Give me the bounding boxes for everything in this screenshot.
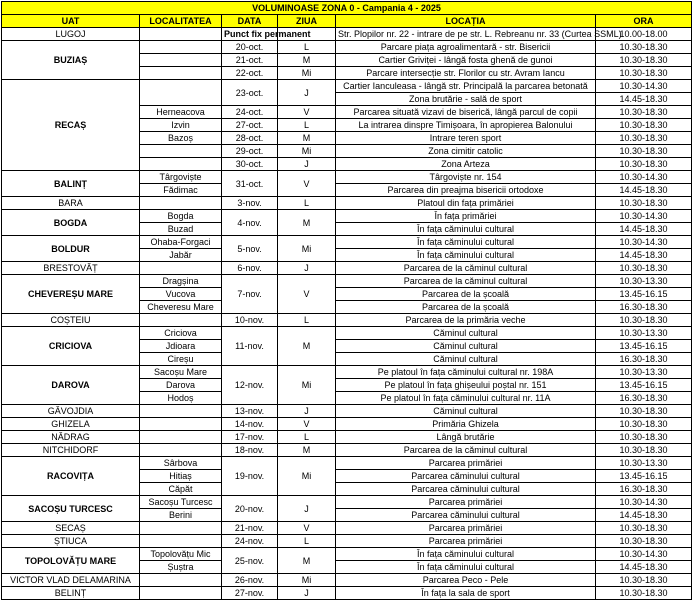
day-cell: V: [278, 522, 336, 535]
localitate-cell: Criciova: [140, 327, 222, 340]
date-cell: 29-oct.: [222, 145, 278, 158]
day-cell: M: [278, 210, 336, 236]
localitate-cell: [140, 418, 222, 431]
location-cell: Parcarea de la primăria veche: [336, 314, 596, 327]
uat-cell: ȘTIUCA: [2, 535, 140, 548]
day-cell: V: [278, 275, 336, 314]
localitate-cell: [140, 54, 222, 67]
time-cell: 10.30-13.30: [596, 366, 692, 379]
location-cell: Parcarea situată vizavi de biserică, lângă parcul de copii: [336, 106, 596, 119]
location-cell: Pe platoul în fața ghișeului poștal nr. 151: [336, 379, 596, 392]
day-cell: J: [278, 80, 336, 106]
time-cell: 13.45-16.15: [596, 470, 692, 483]
time-cell: 10.30-14.30: [596, 171, 692, 184]
uat-cell: BOLDUR: [2, 236, 140, 262]
time-cell: 10.30-18.30: [596, 158, 692, 171]
location-cell: Parcarea de la căminul cultural: [336, 444, 596, 457]
day-cell: Mi: [278, 145, 336, 158]
location-cell: Parcarea căminului cultural: [336, 483, 596, 496]
date-cell: 28-oct.: [222, 132, 278, 145]
time-cell: 10.30-18.30: [596, 587, 692, 600]
date-cell: 21-oct.: [222, 54, 278, 67]
day-cell: L: [278, 119, 336, 132]
localitate-cell: Darova: [140, 379, 222, 392]
localitate-cell: Sârbova: [140, 457, 222, 470]
location-cell: Târgoviște nr. 154: [336, 171, 596, 184]
location-cell: În fața primăriei: [336, 210, 596, 223]
time-cell: 10.30-18.30: [596, 522, 692, 535]
location-cell: În fața căminului cultural: [336, 236, 596, 249]
uat-cell: CHEVEREȘU MARE: [2, 275, 140, 314]
time-cell: 16.30-18.30: [596, 301, 692, 314]
location-cell: Parcarea de la școală: [336, 301, 596, 314]
title-row: [2, 2, 692, 15]
table-row: [2, 262, 692, 275]
time-cell: 10.30-18.30: [596, 132, 692, 145]
localitate-cell: [140, 587, 222, 600]
day-cell: M: [278, 132, 336, 145]
day-cell: J: [278, 158, 336, 171]
col-header-localitatea: LOCALITATEA: [140, 15, 222, 28]
day-cell: M: [278, 548, 336, 574]
col-header-ziua: ZIUA: [278, 15, 336, 28]
localitate-cell: Buzad: [140, 223, 222, 236]
schedule-table: [1, 1, 692, 600]
time-cell: 14.45-18.30: [596, 223, 692, 236]
localitate-cell: Târgoviște: [140, 171, 222, 184]
localitate-cell: [140, 41, 222, 54]
day-cell: Mi: [278, 366, 336, 405]
uat-cell: RECAȘ: [2, 80, 140, 171]
localitate-cell: [140, 522, 222, 535]
table-row: [2, 522, 692, 535]
localitate-cell: [140, 574, 222, 587]
location-cell: Primăria Ghizela: [336, 418, 596, 431]
uat-cell: BARA: [2, 197, 140, 210]
location-cell: În fața căminului cultural: [336, 223, 596, 236]
location-cell: Parcarea primăriei: [336, 496, 596, 509]
uat-cell: NITCHIDORF: [2, 444, 140, 457]
localitate-cell: Topolovățu Mic: [140, 548, 222, 561]
table-row: [2, 405, 692, 418]
date-cell: 27-nov.: [222, 587, 278, 600]
table-row: [2, 587, 692, 600]
time-cell: 10.30-14.30: [596, 210, 692, 223]
day-cell: Mi: [278, 457, 336, 496]
localitate-cell: Sacoșu Mare: [140, 366, 222, 379]
location-cell: Parcarea primăriei: [336, 535, 596, 548]
date-cell: 24-nov.: [222, 535, 278, 548]
uat-cell: BALINȚ: [2, 171, 140, 197]
date-cell: 27-oct.: [222, 119, 278, 132]
date-cell: 17-nov.: [222, 431, 278, 444]
localitate-cell: Vucova: [140, 288, 222, 301]
day-cell: V: [278, 171, 336, 197]
header-row: [2, 15, 692, 28]
location-cell: Parcarea căminului cultural: [336, 509, 596, 522]
day-cell: M: [278, 444, 336, 457]
location-cell: În fața căminului cultural: [336, 249, 596, 262]
localitate-cell: Hodoș: [140, 392, 222, 405]
time-cell: 14.45-18.30: [596, 561, 692, 574]
day-cell: L: [278, 535, 336, 548]
uat-cell: LUGOJ: [2, 28, 140, 41]
date-cell: 6-nov.: [222, 262, 278, 275]
time-cell: 10.30-18.30: [596, 262, 692, 275]
date-cell: 5-nov.: [222, 236, 278, 262]
localitate-cell: Sacoșu Turcesc: [140, 496, 222, 509]
date-cell: 21-nov.: [222, 522, 278, 535]
location-cell: Căminul cultural: [336, 340, 596, 353]
time-cell: 14.45-18.30: [596, 93, 692, 106]
time-cell: 10.30-18.30: [596, 67, 692, 80]
table-row: [2, 275, 692, 288]
uat-cell: NĂDRAG: [2, 431, 140, 444]
uat-cell: CRICIOVA: [2, 327, 140, 366]
location-cell: Cartier Ianculeasa - lângă str. Principală la parcarea betonată: [336, 80, 596, 93]
date-cell: 4-nov.: [222, 210, 278, 236]
date-cell: 3-nov.: [222, 197, 278, 210]
time-cell: 10.30-18.30: [596, 314, 692, 327]
table-row: [2, 327, 692, 340]
time-cell: 13.45-16.15: [596, 288, 692, 301]
time-cell: 16.30-18.30: [596, 353, 692, 366]
table-row: [2, 236, 692, 249]
localitate-cell: Șuștra: [140, 561, 222, 574]
date-cell: 18-nov.: [222, 444, 278, 457]
time-cell: 10.30-18.30: [596, 405, 692, 418]
col-header-uat: UAT: [2, 15, 140, 28]
location-cell: În fața la sala de sport: [336, 587, 596, 600]
day-cell: M: [278, 327, 336, 366]
localitate-cell: [140, 197, 222, 210]
time-cell: 10.30-13.30: [596, 327, 692, 340]
time-cell: 14.45-18.30: [596, 509, 692, 522]
location-cell: Zona Arteza: [336, 158, 596, 171]
time-cell: 10.30-14.30: [596, 496, 692, 509]
time-cell: 10.30-14.30: [596, 236, 692, 249]
day-cell: Mi: [278, 67, 336, 80]
date-cell: 11-nov.: [222, 327, 278, 366]
table-row: [2, 535, 692, 548]
table-row: [2, 80, 692, 93]
time-cell: 10.30-18.30: [596, 535, 692, 548]
date-cell: 10-nov.: [222, 314, 278, 327]
location-cell: Parcare piața agroalimentară - str. Bisericii: [336, 41, 596, 54]
day-cell: J: [278, 496, 336, 522]
uat-cell: SECAȘ: [2, 522, 140, 535]
table-row: [2, 210, 692, 223]
localitate-cell: [140, 28, 222, 41]
time-cell: 16.30-18.30: [596, 392, 692, 405]
date-cell: 12-nov.: [222, 366, 278, 405]
time-cell: 10.30-18.30: [596, 431, 692, 444]
localitate-cell: Hitiaș: [140, 470, 222, 483]
location-cell: Parcarea de la școală: [336, 288, 596, 301]
date-cell: 23-oct.: [222, 80, 278, 106]
time-cell: 14.45-18.30: [596, 184, 692, 197]
date-cell: 26-nov.: [222, 574, 278, 587]
date-cell: 19-nov.: [222, 457, 278, 496]
location-cell: Zona brutărie - sală de sport: [336, 93, 596, 106]
localitate-cell: [140, 431, 222, 444]
time-cell: 10.30-14.30: [596, 548, 692, 561]
table-row: [2, 457, 692, 470]
time-cell: 10.30-18.30: [596, 145, 692, 158]
col-header-ora: ORA: [596, 15, 692, 28]
day-cell: J: [278, 587, 336, 600]
table-row: [2, 431, 692, 444]
localitate-cell: Jdioara: [140, 340, 222, 353]
table-row: [2, 496, 692, 509]
day-cell: Mi: [278, 574, 336, 587]
day-cell: J: [278, 262, 336, 275]
day-cell: L: [278, 314, 336, 327]
date-cell: 24-oct.: [222, 106, 278, 119]
table-row: [2, 41, 692, 54]
table-row: [2, 548, 692, 561]
time-cell: 10.30-18.30: [596, 54, 692, 67]
localitate-cell: [140, 67, 222, 80]
table-row: [2, 366, 692, 379]
time-cell: 14.45-18.30: [596, 249, 692, 262]
date-cell: 7-nov.: [222, 275, 278, 314]
uat-cell: DAROVA: [2, 366, 140, 405]
day-cell: V: [278, 418, 336, 431]
time-cell: 10.30-18.30: [596, 41, 692, 54]
time-cell: 10.30-13.30: [596, 457, 692, 470]
localitate-cell: Cireșu: [140, 353, 222, 366]
uat-cell: GHIZELA: [2, 418, 140, 431]
time-cell: 10.30-18.30: [596, 106, 692, 119]
uat-cell: BUZIAȘ: [2, 41, 140, 80]
location-cell: Căminul cultural: [336, 353, 596, 366]
location-cell: Intrare teren sport: [336, 132, 596, 145]
time-cell: 10.30-18.30: [596, 418, 692, 431]
date-cell: 14-nov.: [222, 418, 278, 431]
location-cell: Parcarea Peco - Pele: [336, 574, 596, 587]
day-cell: Mi: [278, 236, 336, 262]
localitate-cell: [140, 405, 222, 418]
location-cell: La intrarea dinspre Timișoara, în apropierea Balonului: [336, 119, 596, 132]
location-cell: Platoul din fața primăriei: [336, 197, 596, 210]
uat-cell: BELINȚ: [2, 587, 140, 600]
table-row: [2, 171, 692, 184]
location-cell: Cartier Griviței - lângă fosta ghenă de gunoi: [336, 54, 596, 67]
localitate-cell: Cheveresu Mare: [140, 301, 222, 314]
location-cell: În fața căminului cultural: [336, 561, 596, 574]
location-cell: Str. Plopilor nr. 22 - intrare de pe str. L. Rebreanu nr. 33 (Curtea SSML): [336, 28, 596, 41]
uat-cell: BRESTOVĂȚ: [2, 262, 140, 275]
table-row: [2, 444, 692, 457]
location-cell: Căminul cultural: [336, 327, 596, 340]
location-cell: În fața căminului cultural: [336, 548, 596, 561]
time-cell: 10.30-18.30: [596, 444, 692, 457]
uat-cell: BOGDA: [2, 210, 140, 236]
localitate-cell: Jabăr: [140, 249, 222, 262]
uat-cell: COȘTEIU: [2, 314, 140, 327]
time-cell: 16.30-18.30: [596, 483, 692, 496]
day-cell: L: [278, 431, 336, 444]
localitate-cell: Fădimac: [140, 184, 222, 197]
location-cell: Zona cimitir catolic: [336, 145, 596, 158]
date-cell: 25-nov.: [222, 548, 278, 574]
time-cell: 10.30-13.30: [596, 275, 692, 288]
location-cell: Parcarea căminului cultural: [336, 470, 596, 483]
uat-cell: RACOVIȚA: [2, 457, 140, 496]
location-cell: Parcare intersecție str. Florilor cu str. Avram Iancu: [336, 67, 596, 80]
location-cell: Parcarea primăriei: [336, 522, 596, 535]
time-cell: 10.00-18.00: [596, 28, 692, 41]
time-cell: 10.30-18.30: [596, 197, 692, 210]
table-body: [2, 28, 692, 600]
time-cell: 10.30-18.30: [596, 574, 692, 587]
localitate-cell: Ohaba-Forgaci: [140, 236, 222, 249]
uat-cell: TOPOLOVĂȚU MARE: [2, 548, 140, 574]
col-header-data: DATA: [222, 15, 278, 28]
time-cell: 13.45-16.15: [596, 340, 692, 353]
uat-cell: VICTOR VLAD DELAMARINA: [2, 574, 140, 587]
day-cell: M: [278, 54, 336, 67]
location-cell: Parcarea primăriei: [336, 457, 596, 470]
table-row: [2, 28, 692, 41]
date-cell: 20-nov.: [222, 496, 278, 522]
localitate-cell: [140, 158, 222, 171]
localitate-cell: [140, 314, 222, 327]
col-header-locatia: LOCAȚIA: [336, 15, 596, 28]
location-cell: Lângă brutărie: [336, 431, 596, 444]
day-cell: L: [278, 197, 336, 210]
time-cell: 13.45-16.15: [596, 379, 692, 392]
table-row: [2, 574, 692, 587]
day-cell: V: [278, 106, 336, 119]
localitate-cell: Bazoș: [140, 132, 222, 145]
date-cell: 13-nov.: [222, 405, 278, 418]
table-row: [2, 314, 692, 327]
localitate-cell: Dragșina: [140, 275, 222, 288]
date-cell: 30-oct.: [222, 158, 278, 171]
table-row: [2, 197, 692, 210]
localitate-cell: [140, 444, 222, 457]
location-cell: Căminul cultural: [336, 405, 596, 418]
localitate-cell: Herneacova: [140, 106, 222, 119]
localitate-cell: Bogda: [140, 210, 222, 223]
location-cell: Parcarea de la căminul cultural: [336, 275, 596, 288]
location-cell: Parcarea de la căminul cultural: [336, 262, 596, 275]
date-cell: 22-oct.: [222, 67, 278, 80]
localitate-cell: [140, 80, 222, 106]
localitate-cell: Căpăt: [140, 483, 222, 496]
location-cell: Pe platoul în fața căminului cultural nr. 198A: [336, 366, 596, 379]
location-cell: Parcarea din preajma bisericii ortodoxe: [336, 184, 596, 197]
day-cell: L: [278, 41, 336, 54]
localitate-cell: [140, 145, 222, 158]
localitate-cell: Izvin: [140, 119, 222, 132]
localitate-cell: [140, 535, 222, 548]
uat-cell: SACOȘU TURCESC: [2, 496, 140, 522]
table-row: [2, 418, 692, 431]
location-cell: Pe platoul în fața căminului cultural nr. 11A: [336, 392, 596, 405]
localitate-cell: [140, 262, 222, 275]
time-cell: 10.30-14.30: [596, 80, 692, 93]
date-cell: Punct fix permanent: [222, 28, 278, 41]
uat-cell: GĂVOJDIA: [2, 405, 140, 418]
table-title: VOLUMINOASE ZONA 0 - Campania 4 - 2025: [2, 2, 692, 15]
time-cell: 10.30-18.30: [596, 119, 692, 132]
date-cell: 31-oct.: [222, 171, 278, 197]
localitate-cell: Berini: [140, 509, 222, 522]
date-cell: 20-oct.: [222, 41, 278, 54]
day-cell: J: [278, 405, 336, 418]
